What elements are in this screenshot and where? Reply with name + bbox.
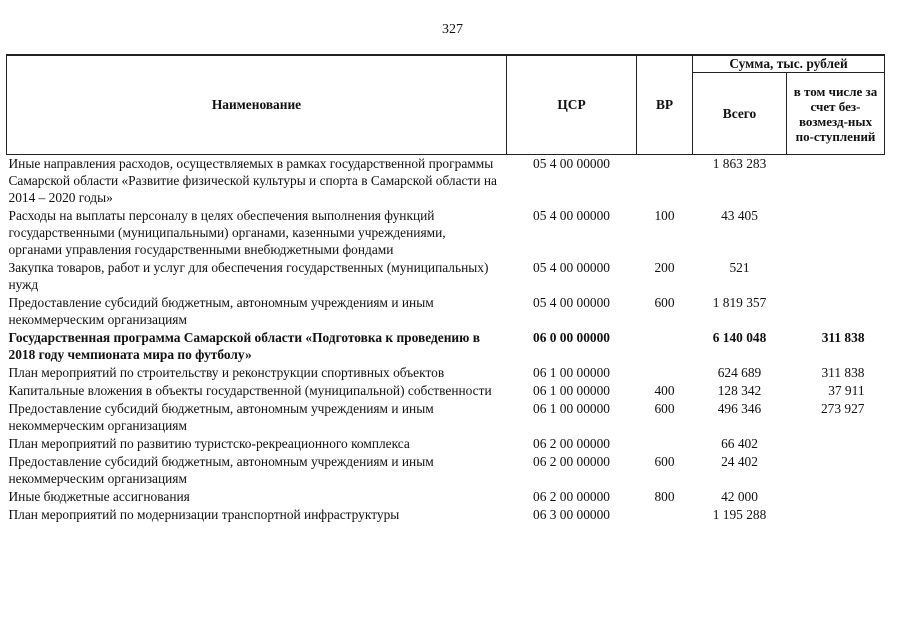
row-vr	[637, 435, 693, 453]
row-name: Капитальные вложения в объекты государственной (муниципальной) собственности	[8, 383, 492, 398]
row-csr: 06 1 00 00000	[533, 401, 610, 416]
row-name: Государственная программа Самарской области «Подготовка к проведению в 2018 году чемпионата мира по футболу»	[8, 330, 480, 362]
row-incl: 311 838	[821, 330, 865, 345]
row-csr: 05 4 00 00000	[533, 295, 610, 310]
row-csr: 06 2 00 00000	[533, 454, 610, 469]
row-incl	[787, 155, 885, 208]
row-csr: 05 4 00 00000	[533, 156, 610, 171]
row-incl: 37 911	[828, 383, 865, 398]
row-vr: 200	[654, 260, 675, 275]
row-total: 24 402	[721, 454, 758, 469]
table-row	[7, 453, 885, 488]
row-vr: 600	[654, 295, 675, 310]
row-vr: 100	[654, 208, 675, 223]
page-number: 327	[442, 22, 463, 37]
row-vr	[637, 506, 693, 524]
table-header	[7, 55, 885, 155]
table-row	[7, 259, 885, 294]
row-total: 128 342	[717, 383, 762, 398]
row-csr: 05 4 00 00000	[533, 208, 610, 223]
table-row	[7, 400, 885, 435]
row-csr: 06 0 00 00000	[533, 330, 610, 345]
row-name: Расходы на выплаты персоналу в целях обеспечения выполнения функций государственными (муниципальными) органами, казенными учреждениями, органами управления государственными внебюджетными фондами	[8, 208, 446, 257]
row-name: План мероприятий по развитию туристско-рекреационного комплекса	[8, 436, 410, 451]
row-vr: 800	[654, 489, 675, 504]
row-total: 43 405	[721, 208, 758, 223]
table-body	[7, 155, 885, 525]
row-total: 1 819 357	[712, 295, 767, 310]
row-name: Иные направления расходов, осуществляемых в рамках государственной программы Самарской области «Развитие физической культуры и спорта в Самарской области на 2014 – 2020 годы»	[8, 156, 497, 205]
row-name: Предоставление субсидий бюджетным, автономным учреждениям и иным некоммерческим организациям	[8, 295, 434, 327]
row-total: 521	[729, 260, 750, 275]
row-name: Предоставление субсидий бюджетным, автономным учреждениям и иным некоммерческим организациям	[8, 454, 434, 486]
table-row	[7, 488, 885, 506]
row-csr: 06 1 00 00000	[533, 383, 610, 398]
row-csr: 06 3 00 00000	[533, 507, 610, 522]
row-incl: 311 838	[821, 365, 865, 380]
row-vr	[637, 364, 693, 382]
table-row	[7, 329, 885, 364]
row-total: 42 000	[721, 489, 758, 504]
table-row	[7, 506, 885, 524]
row-incl	[787, 259, 885, 294]
row-total: 1 195 288	[712, 507, 767, 522]
table-row	[7, 435, 885, 453]
row-incl	[787, 506, 885, 524]
row-incl	[787, 207, 885, 259]
table-row	[7, 207, 885, 259]
header-total: Всего	[693, 73, 787, 155]
row-total: 1 863 283	[712, 156, 767, 171]
row-incl	[787, 294, 885, 329]
row-incl	[787, 435, 885, 453]
row-csr: 06 2 00 00000	[533, 489, 610, 504]
row-csr: 06 1 00 00000	[533, 365, 610, 380]
row-total: 624 689	[717, 365, 762, 380]
row-vr	[637, 155, 693, 208]
header-sum: Сумма, тыс. рублей	[693, 55, 885, 73]
row-vr: 600	[654, 454, 675, 469]
table-row	[7, 155, 885, 208]
row-name: Предоставление субсидий бюджетным, автономным учреждениям и иным некоммерческим организациям	[8, 401, 434, 433]
table-row	[7, 294, 885, 329]
row-vr: 400	[654, 383, 675, 398]
table-row	[7, 364, 885, 382]
row-name: План мероприятий по модернизации транспортной инфраструктуры	[8, 507, 400, 522]
row-vr	[637, 329, 693, 364]
row-name: Иные бюджетные ассигнования	[8, 489, 190, 504]
row-incl	[787, 453, 885, 488]
header-incl: в том числе за счет без-возмезд-ных по-ступлений	[787, 73, 885, 155]
header-vr: ВР	[637, 55, 693, 155]
row-total: 6 140 048	[712, 330, 767, 345]
row-incl: 273 927	[820, 401, 865, 416]
row-name: План мероприятий по строительству и реконструкции спортивных объектов	[8, 365, 445, 380]
row-name: Закупка товаров, работ и услуг для обеспечения государственных (муниципальных) нужд	[8, 260, 489, 292]
row-total: 66 402	[721, 436, 758, 451]
row-incl	[787, 488, 885, 506]
row-total: 496 346	[717, 401, 762, 416]
row-vr: 600	[654, 401, 675, 416]
table-row	[7, 382, 885, 400]
header-csr: ЦСР	[507, 55, 637, 155]
row-csr: 05 4 00 00000	[533, 260, 610, 275]
budget-table	[6, 54, 885, 524]
header-name: Наименование	[7, 55, 507, 155]
row-csr: 06 2 00 00000	[533, 436, 610, 451]
